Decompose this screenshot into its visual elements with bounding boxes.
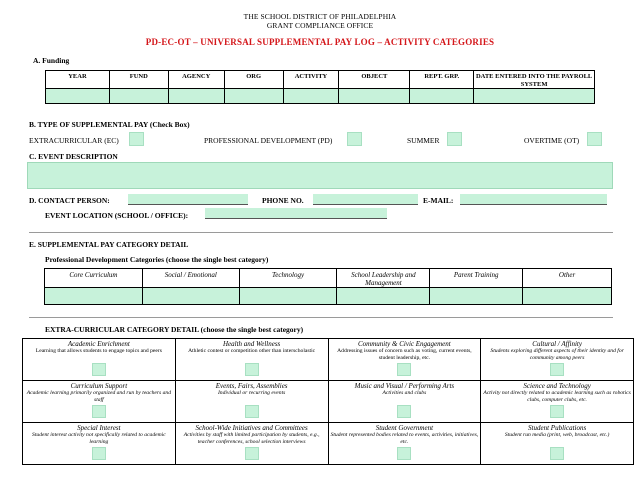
special-interest-checkbox[interactable] (92, 447, 106, 460)
ec-desc: Activities by staff with limited participation by students, e.g., teacher conferences, school selection interviews (183, 432, 320, 445)
funding-col-rept-grp: REPT. GRP. (410, 71, 474, 89)
ec-cell-student-government (328, 423, 481, 465)
pd-col-parent-training: Parent Training (430, 269, 523, 288)
pd-col-social-emotional: Social / Emotional (142, 269, 239, 288)
ec-label: EXTRACURRICULAR (EC) (29, 136, 119, 145)
funding-col-date-entered: DATE ENTERED INTO THE PAYROLL SYSTEM (474, 71, 595, 89)
section-b-label: B. TYPE OF SUPPLEMENTAL PAY (Check Box) (29, 120, 190, 129)
office-name: GRANT COMPLIANCE OFFICE (266, 21, 374, 30)
object-field[interactable] (339, 89, 410, 104)
ec-desc: Activity not directly related to academic learning such as robotics clubs, computer clubs, etc. (483, 390, 631, 403)
district-name: THE SCHOOL DISTRICT OF PHILADELPHIA (243, 12, 397, 21)
ec-title: Science and Technology (523, 382, 591, 390)
parent-training-field[interactable] (430, 288, 523, 305)
ec-cell-student-publications (481, 423, 634, 465)
other-field[interactable] (523, 288, 612, 305)
ec-title: Student Government (375, 424, 434, 432)
pd-label: PROFESSIONAL DEVELOPMENT (PD) (204, 136, 333, 145)
ec-cell-community-civic (328, 339, 481, 381)
section-c-label: C. EVENT DESCRIPTION (29, 152, 118, 161)
ec-category-table (22, 338, 634, 465)
ec-cell-events-fairs (175, 381, 328, 423)
funding-col-year: YEAR (46, 71, 110, 89)
social-emotional-field[interactable] (142, 288, 239, 305)
school-leadership-field[interactable] (337, 288, 430, 305)
contact-person-label: D. CONTACT PERSON: (29, 196, 110, 205)
ec-desc: Activities and clubs (382, 390, 427, 396)
ec-row (23, 381, 634, 423)
ec-desc: Student represented bodies related to events, activities, initiatives, etc. (330, 432, 479, 445)
ec-cell-special-interest (23, 423, 176, 465)
section-a-label: A. Funding (33, 56, 70, 65)
activity-field[interactable] (283, 89, 339, 104)
ec-cell-school-wide (175, 423, 328, 465)
curriculum-support-checkbox[interactable] (92, 405, 106, 418)
phone-field[interactable] (313, 194, 418, 205)
fund-field[interactable] (109, 89, 168, 104)
ec-title: Special Interest (77, 424, 121, 432)
summer-checkbox[interactable] (447, 132, 462, 146)
ec-row (23, 423, 634, 465)
date-entered-field[interactable] (474, 89, 595, 104)
science-technology-checkbox[interactable] (550, 405, 564, 418)
section-divider (29, 317, 613, 318)
ec-cell-science-technology (481, 381, 634, 423)
phone-label: PHONE NO. (262, 196, 304, 205)
ot-label: OVERTIME (OT) (524, 136, 580, 145)
funding-col-activity: ACTIVITY (283, 71, 339, 89)
academic-enrichment-checkbox[interactable] (92, 363, 106, 376)
email-field[interactable] (460, 194, 607, 205)
student-publications-checkbox[interactable] (550, 447, 564, 460)
funding-table (45, 70, 595, 104)
ec-desc: Academic learning primarily organized and run by teachers and staff (26, 390, 172, 403)
ec-row (23, 339, 634, 381)
pd-categories-label: Professional Development Categories (choose the single best category) (45, 255, 269, 264)
events-fairs-checkbox[interactable] (245, 405, 259, 418)
community-civic-checkbox[interactable] (397, 363, 411, 376)
pd-col-core-curriculum: Core Curriculum (45, 269, 143, 288)
ec-cell-academic-enrichment (23, 339, 176, 381)
ec-title: Health and Wellness (222, 340, 281, 348)
rept-grp-field[interactable] (410, 89, 474, 104)
health-wellness-checkbox[interactable] (245, 363, 259, 376)
ec-desc: Student run media (print, web, broadcast, etc.) (504, 432, 610, 438)
org-field[interactable] (224, 89, 283, 104)
ec-title: Student Publications (528, 424, 587, 432)
ec-desc: Addressing issues of concern such as voting, current events, student leadership, etc. (337, 348, 472, 361)
ec-cell-cultural-affinity (481, 339, 634, 381)
ec-cell-curriculum-support (23, 381, 176, 423)
core-curriculum-field[interactable] (45, 288, 143, 305)
school-wide-checkbox[interactable] (245, 447, 259, 460)
ec-desc: Athletic contest or competition other than interscholastic (188, 348, 316, 354)
section-e-label: E. SUPPLEMENTAL PAY CATEGORY DETAIL (29, 240, 189, 249)
ec-desc: Student interest activity not specifically related to academic learning (32, 432, 166, 445)
ec-desc: Individual or recurring events (217, 390, 286, 396)
ec-title: Community & Civic Engagement (358, 340, 451, 348)
funding-col-fund: FUND (109, 71, 168, 89)
ec-desc: Learning that allows students to engage topics and peers (35, 348, 162, 354)
summer-label: SUMMER (407, 136, 440, 145)
event-description-field[interactable] (27, 162, 613, 189)
technology-field[interactable] (239, 288, 337, 305)
ec-desc: Students exploring different aspects of their identity and for community among peers (490, 348, 624, 361)
year-field[interactable] (46, 89, 110, 104)
contact-person-field[interactable] (128, 194, 248, 205)
ec-title: School-Wide Initiatives and Committees (195, 424, 308, 432)
funding-col-object: OBJECT (339, 71, 410, 89)
funding-input-row (46, 89, 595, 104)
funding-col-agency: AGENCY (168, 71, 224, 89)
ec-title: Curriculum Support (70, 382, 128, 390)
event-location-label: EVENT LOCATION (SCHOOL / OFFICE): (45, 211, 189, 220)
ec-categories-label: EXTRA-CURRICULAR CATEGORY DETAIL (choose the single best category) (45, 325, 304, 334)
student-government-checkbox[interactable] (397, 447, 411, 460)
pd-input-row (45, 288, 612, 305)
form-title: PD-EC-OT – UNIVERSAL SUPPLEMENTAL PAY LOG – ACTIVITY CATEGORIES (145, 37, 495, 47)
email-label: E-MAIL: (423, 196, 454, 205)
ec-cell-health-wellness (175, 339, 328, 381)
event-location-field[interactable] (205, 208, 387, 219)
ot-checkbox[interactable] (587, 132, 602, 146)
ec-cell-music-arts (328, 381, 481, 423)
ec-checkbox[interactable] (129, 132, 144, 146)
funding-col-org: ORG (224, 71, 283, 89)
cultural-affinity-checkbox[interactable] (550, 363, 564, 376)
pd-col-technology: Technology (239, 269, 337, 288)
music-arts-checkbox[interactable] (397, 405, 411, 418)
section-divider (29, 232, 613, 233)
funding-header-row (46, 71, 595, 89)
ec-title: Events, Fairs, Assemblies (215, 382, 288, 390)
agency-field[interactable] (168, 89, 224, 104)
ec-title: Cultural / Affinity (532, 340, 582, 348)
pd-checkbox[interactable] (347, 132, 362, 146)
pd-header-row (45, 269, 612, 288)
pd-col-other: Other (523, 269, 612, 288)
ec-title: Music and Visual / Performing Arts (354, 382, 455, 390)
pd-category-table (44, 268, 612, 305)
pd-col-school-leadership: School Leadership and Management (337, 269, 430, 288)
ec-title: Academic Enrichment (67, 340, 130, 348)
